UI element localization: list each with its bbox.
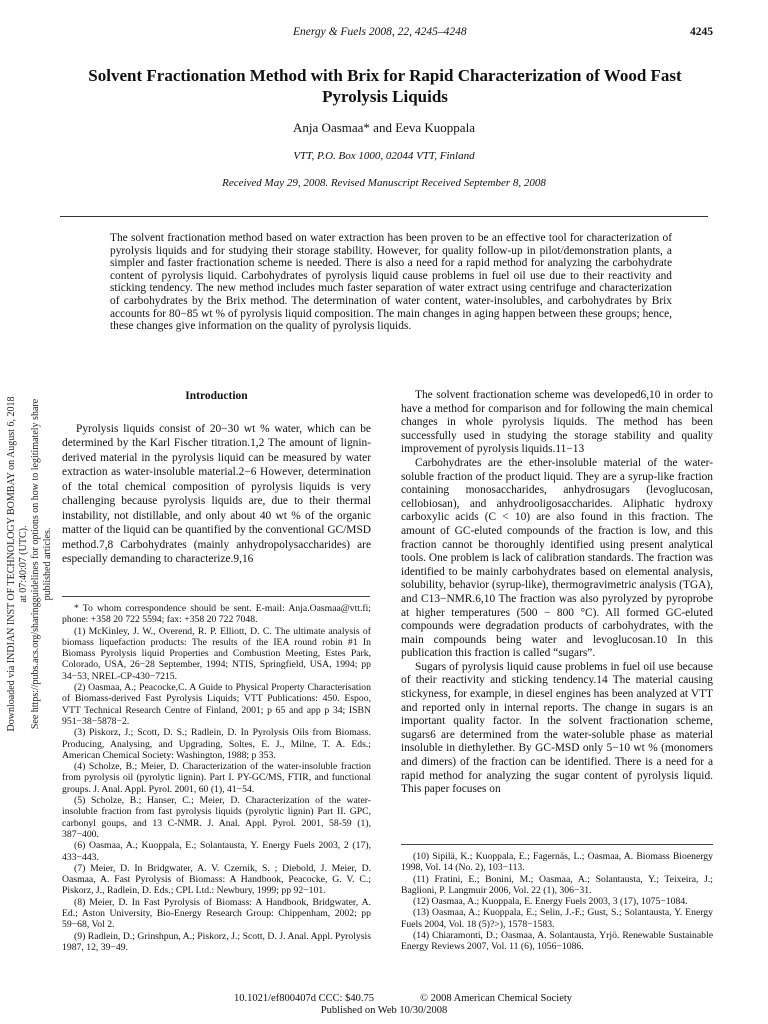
body-paragraph: Carbohydrates are the ether-insoluble material of the water-soluble fraction of the product liquid. They are a syrup-like fraction containing monosaccharides, anhydrosugars (levoglucosan, cellobiosan), and anhydrooligosaccharides. Aliphatic hydroxy carboxylic acids (C < 10) are also found in this fraction. The amount of GC-eluted compounds of the fraction is low, and this fraction cannot be thoroughly identified using present analytical tools. One problem is lack of calibration standards. The fraction was identified to be mainly carbohydrates based on elemental analysis, solubility, behavior (syrup-like), thermogravimetric analysis (TGA), and C13−NMR.6,10 The fraction was also pyrolyzed by pyroprobe at higher temperatures (500 − 800 °C). All formed GC-eluted compounds were degradation products of carbohydrates, with the main compounds being water and levoglucosan.10 In this publication this fraction is called “sugars”. bbox=[401, 456, 713, 660]
section-heading: Introduction bbox=[185, 390, 248, 402]
page-number: 4245 bbox=[690, 26, 713, 38]
download-notice bbox=[6, 394, 54, 734]
footnote: (13) Oasmaa, A.; Kuoppala, E.; Selin, J.-F.; Gust, S.; Solantausta, Y. Energy Fuels 2004, Vol. 18 (5)?>), 1578−1583. bbox=[401, 907, 713, 930]
authors: Anja Oasmaa* and Eeva Kuoppala bbox=[293, 120, 475, 135]
publication-date: Published on Web 10/30/2008 bbox=[320, 1005, 448, 1016]
abstract: The solvent fractionation method based on water extraction has been proven to be an effective tool for characterization of pyrolysis liquids and for studying their storage stability. However, for quality follow-up in pilot/demonstration plants, a simpler and faster fractionation scheme is needed. There is also a need for a rapid method for analyzing the carbohydrate content of pyrolysis liquid. Carbohydrates of pyrolysis liquid cause problems in fuel oil use due to their reactivity and sticking tendency. The new method includes much faster separation of water extract using centrifuge and characterization of carbohydrates by the Brix method. The determination of water content, water-insolubles, and carbohydrates by Brix accounts for 80−85 wt % of pyrolysis liquid composition. The main changes in aging happen between these groups; hence, these changes give information on the quality of pyrolysis liquids. bbox=[110, 232, 672, 333]
footnote: (1) McKinley, J. W., Overend, R. P. Elliott, D. C. The ultimate analysis of biomass liquefaction products: The results of the IEA round robin #1 In Biomass Pyrolysis liquid Properties and Combustion Meeting, Estes Park, Colorado, USA, 26−28 September, 1994; NTIS, Springfield, USA, 1994; pp 34−53, NREL-CP-430−7215. bbox=[62, 625, 371, 682]
download-notice-line-2[interactable]: See https://pubs.acs.org/sharingguidelines for options on how to legitimately share published articles. bbox=[30, 398, 53, 730]
affiliation: VTT, P.O. Box 1000, 02044 VTT, Finland bbox=[293, 150, 475, 162]
divider bbox=[60, 216, 708, 217]
received-dates: Received May 29, 2008. Revised Manuscript Received September 8, 2008 bbox=[222, 177, 546, 189]
body-paragraph: Sugars of pyrolysis liquid cause problems in fuel oil use because of their reactivity and sticking tendency.14 The material causing stickyness, for example, in diesel engines has been analyzed at VTT and reported only in internal reports. The change in sugars is an important quality factor. In the solvent fractionation scheme, sugars6 are determined from the water-soluble phase as material insoluble in diethylether. By GC-MSD only 5−10 wt % (monomers and dimers) of the fraction can be identified. There is a need for a rapid method for analyzing the sugar content of pyrolysis liquid. This paper focuses on bbox=[401, 660, 713, 796]
intro-paragraph: Pyrolysis liquids consist of 20−30 wt % water, which can be determined by the Karl Fischer titration.1,2 The amount of lignin-derived material in the pyrolysis liquid can be measured by water extraction as water-insoluble material.2−6 However, determination of the total chemical composition of pyrolysis liquids is very challenging because pyrolysis liquids are, due to their thermal instability, not distillable, and only about 40 wt % of the organic matter of the liquid can be quantified by the conventional GC/MSD method.7,8 Carbohydrates (mainly anhydropolysaccharides) are especially demanding to characterize.9,16 bbox=[62, 422, 371, 565]
footnote: (11) Fratini, E.; Bonini, M.; Oasmaa, A.; Solantausta, Y.; Teixeira, J.; Baglioni, P. Langmuir 2006, Vol. 22 (1), 306−31. bbox=[401, 873, 713, 896]
footnote: (4) Scholze, B.; Meier, D. Characterization of the water-insoluble fraction from pyrolysis oil (pyrolytic lignin). Part I. PY-GC/MS, FTIR, and functional groups. J. Anal. Appl. Pyrol. 2001, 60 (1), 41−54. bbox=[62, 761, 371, 795]
doi: 10.1021/ef800407d CCC: $40.75 bbox=[234, 993, 375, 1004]
body-paragraph: The solvent fractionation scheme was developed6,10 in order to have a method for comparison and for following the main chemical changes in whole pyrolysis liquids. The method has been successfully used in studying the storage stability and quality improvement of pyrolysis liquids.11−13 bbox=[401, 389, 713, 456]
footnote-divider bbox=[401, 844, 713, 845]
left-footnotes bbox=[62, 603, 371, 953]
left-column bbox=[62, 389, 371, 567]
footnote: (14) Chiaramonti, D.; Oasmaa, A. Solantausta, Yrjö. Renewable Sustainable Energy Reviews 2007, Vol. 11 (6), 1056−1086. bbox=[401, 930, 713, 953]
right-column bbox=[401, 389, 713, 797]
footnote: (6) Oasmaa, A.; Kuoppala, E.; Solantausta, Y. Energy Fuels 2003, 2 (17), 433−443. bbox=[62, 840, 371, 863]
footnote: (2) Oasmaa, A.; Peacocke,C. A Guide to Physical Property Characterisation of Biomass-derived Fast Pyrolysis Liquids; VTT Publications: 450. Espoo, VTT Technical Research Centre of Finland, 2001; p 65 and app p 34; ISBN 951−38−5878−2. bbox=[62, 682, 371, 727]
download-notice-line-1: Downloaded via INDIAN INST OF TECHNOLOGY BOMBAY on August 6, 2018 at 07:40:07 (UTC). bbox=[6, 396, 29, 732]
footnote-divider bbox=[62, 596, 370, 597]
journal-citation: Energy & Fuels 2008, 22, 4245–4248 bbox=[293, 26, 467, 38]
footnote: * To whom correspondence should be sent. E-mail: Anja.Oasmaa@vtt.fi; phone: +358 20 722 5594; fax: +358 20 722 7048. bbox=[62, 603, 371, 626]
footnote: (5) Scholze, B.; Hanser, C.; Meier, D. Characterization of the water-insoluble fraction from fast pyrolysis liquids (pyrolytic lignin) Part II. GPC, carbonyl goups, and 13 C-NMR. J. Anal. Appl. Pyrol. 2001, 58-59 (1), 387−400. bbox=[62, 795, 371, 840]
copyright: © 2008 American Chemical Society bbox=[420, 993, 573, 1004]
right-footnotes bbox=[401, 851, 713, 953]
footnote: (12) Oasmaa, A.; Kuoppala, E. Energy Fuels 2003, 3 (17), 1075−1084. bbox=[413, 896, 688, 908]
footnote: (3) Piskorz, J.; Scott, D. S.; Radlein, D. In Pyrolysis Oils from Biomass. Producing, Analysing, and Upgrading, Soltes, E. J., Milne, T. A. Eds.; American Chemical Society: Washington, 1988; p 353. bbox=[62, 727, 371, 761]
footnote: (8) Meier, D. In Fast Pyrolysis of Biomass: A Handbook, Bridgwater, A. Ed.; Aston University, Bio-Energy Research Group: Chippenham, 2002; pp 59−68, Vol 2. bbox=[62, 896, 371, 931]
article-title: Solvent Fractionation Method with Brix for Rapid Characterization of Wood Fast Pyrolysis Liquids bbox=[88, 66, 682, 106]
footnote: (9) Radlein, D.; Grinshpun, A.; Piskorz, J.; Scott, D. J. Anal. Appl. Pyrolysis 1987, 12, 39−49. bbox=[62, 930, 371, 953]
footnote: (10) Sipilä, K.; Kuoppala, E.; Fagernäs, L.; Oasmaa, A. Biomass Bioenergy 1998, Vol. 14 (No. 2), 103−113. bbox=[401, 851, 713, 874]
footnote: (7) Meier, D. In Bridgwater, A. V. Czernik, S. ; Diebold, J. Meier, D. Oasmaa, A. Fast Pyrolysis of Biomass: A Handbook, Peacocke, G. V. C.; Piskorz, J., Radlein, D. Eds.; CPL Ltd.: Newbury, 1999; pp 92−101. bbox=[62, 862, 371, 897]
